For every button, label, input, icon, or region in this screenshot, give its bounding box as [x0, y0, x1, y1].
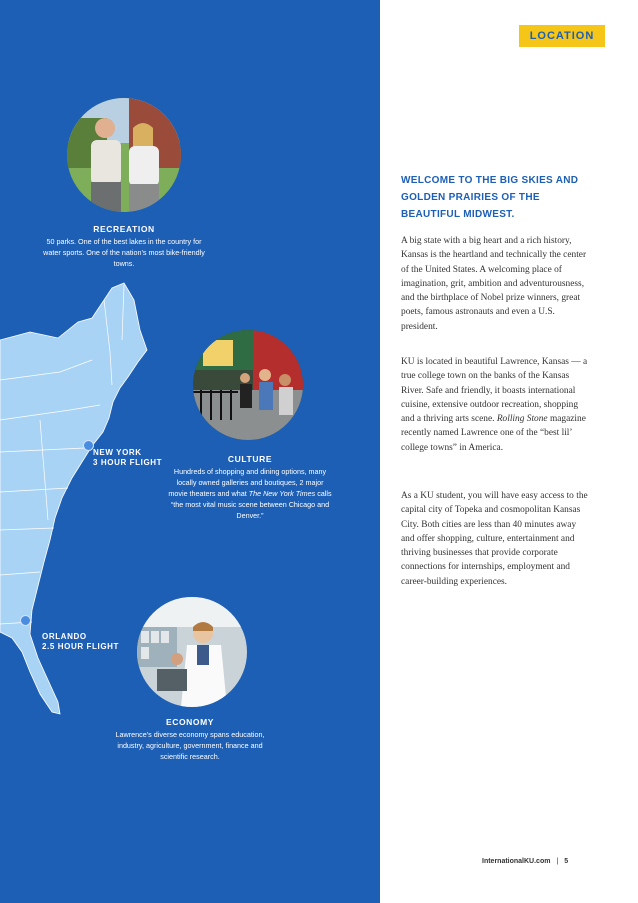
economy-caption [112, 717, 268, 762]
recreation-title: RECREATION [93, 224, 155, 234]
culture-title: CULTURE [227, 454, 273, 464]
orlando-dot [20, 615, 31, 626]
recreation-photo [67, 98, 181, 212]
page-number: 5 [564, 858, 569, 865]
economy-photo [137, 597, 247, 707]
paragraph-lawrence: KU is located in beautiful Lawrence, Kansas — a true college town on the banks of the Kansas River. Safe and friendly, it boasts international cuisine, extensive outdoor recreation, shopping and a thriving arts scene. Rolling Stone magazine recently named Lawrence one of the “best lil’ college towns” in America. [401, 357, 588, 453]
orlando-label: ORLANDO 2.5 HOUR FLIGHT [42, 632, 120, 651]
paragraph-access: As a KU student, you will have easy access to the capital city of Topeka and cosmopolitan Kansas City. Both cities are less than 40 minutes away and offer shopping, culture, entertainment and thriving businesses that provide corporate connections for internships, employment and career-building experiences. [401, 491, 588, 587]
new-york-label: NEW YORK 3 HOUR FLIGHT [93, 448, 163, 467]
economy-title: ECONOMY [165, 717, 215, 727]
culture-caption [168, 454, 332, 521]
page-footer [482, 858, 568, 865]
footer-site: InternationalKU.com [482, 858, 551, 865]
recreation-text: 50 parks. One of the best lakes in the country for water sports. One of the nation’s most bike-friendly towns. [43, 237, 205, 268]
culture-photo [193, 330, 303, 440]
culture-text: Hundreds of shopping and dining options, many locally owned galleries and boutiques, 2 major movie theaters and what The New York Times calls “the most vital music scene between Chicago and Denver.” [168, 467, 332, 520]
paragraph-intro: A big state with a big heart and a rich history, Kansas is the heartland and technically the center of the United States. A welcoming place of imagination, grit, ambition and adventurousness, and the birthplace of Nobel prize winners, great poets, famous astronauts and even a U.S. president. [401, 236, 587, 332]
footer-separator: | [556, 858, 559, 865]
location-badge: LOCATION [519, 25, 605, 47]
recreation-caption [38, 224, 210, 269]
headline: WELCOME TO THE BIG SKIES AND GOLDEN PRAIRIES OF THE BEAUTIFUL MIDWEST. [401, 175, 579, 220]
economy-text: Lawrence’s diverse economy spans education, industry, agriculture, government, finance and scientific research. [115, 730, 265, 761]
